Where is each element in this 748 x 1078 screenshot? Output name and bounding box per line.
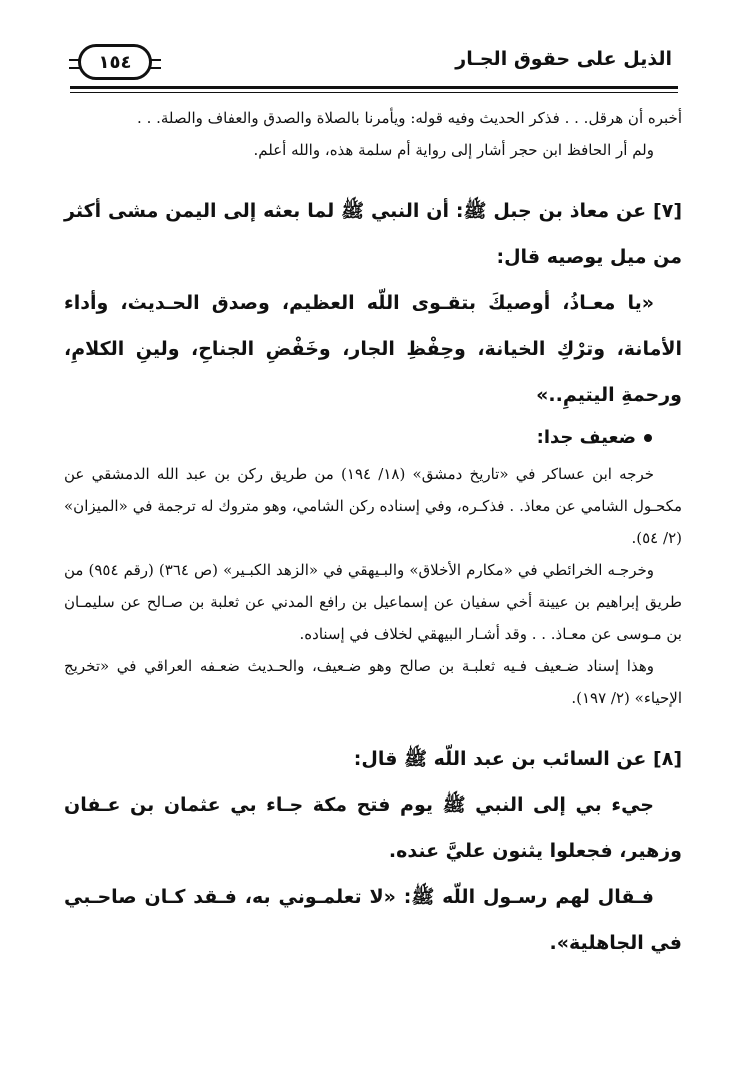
takhrij-paragraph-3: وهذا إسناد ضـعيف فـيه ثعلبـة بن صالح وهو ضـعيف، والحـديث ضعـفه العراقي في «تخريج الإحياء» (٢/ ١٩٧). bbox=[64, 657, 682, 707]
takhrij-paragraph-1: خرجه ابن عساكر في «تاريخ دمشق» (١٨/ ١٩٤) من طريق ركن بن عبد الله الدمشقي عن مكحـول الشامي عن معاذ. . فذكـره، وفي إسناده ركن الشامي، وهو متروك له ترجمة في «الميزان» (٢/ ٥٤). bbox=[64, 465, 682, 547]
author-note: ولم أر الحافظ ابن حجر أشار إلى رواية أم سلمة هذه، والله أعلم. bbox=[253, 141, 654, 159]
page-content bbox=[64, 102, 682, 966]
spacer bbox=[64, 714, 682, 736]
takhrij-paragraph-2: وخرجـه الخرائطي في «مكارم الأخلاق» والبـيهقي في «الزهد الكبـير» (ص ٣٦٤) (رقم ٩٥٤) من طريق إبراهيم بن عيينة أخي سفيان عن إسماعيل بن رافع المدني عن ثعلبة بن صـالح عن سليمـان بن مـوسى عن معـاذ. . . وقد أشـار البيهقي لخلاف في إسناده. bbox=[64, 561, 682, 643]
hadith-7-text: «يا معـاذُ، أوصيكَ بتقـوى اللّه العظيم، وصدق الحـديث، وأداء الأمانة، وترْكِ الخيانة، وحِفْظِ الجار، وخَفْضِ الجناحِ، ولينِ الكلامِ، ورحمةِ اليتيمِ..» bbox=[64, 292, 682, 406]
continued-paragraph: أخبره أن هرقل. . . فذكر الحديث وفيه قوله: ويأمرنا بالصلاة والصدق والعفاف والصلة. . . bbox=[137, 109, 682, 127]
bullet-icon bbox=[644, 434, 652, 442]
page-number: ١٥٤ bbox=[98, 51, 132, 73]
hadith-8-line-1: جيء بي إلى النبي ﷺ يوم فتح مكة جـاء بي عثمان بن عـفان وزهير، فجعلوا يثنون عليَّ عنده. bbox=[64, 794, 682, 862]
grade-label: ضعيف جدا: bbox=[536, 427, 636, 448]
running-title: الذيل على حقوق الجـار bbox=[455, 48, 672, 70]
page-number-badge bbox=[78, 44, 152, 80]
spacer bbox=[64, 166, 682, 188]
page-header bbox=[70, 40, 678, 92]
header-rule bbox=[70, 86, 678, 89]
header-rule-thin bbox=[70, 92, 678, 93]
hadith-8-heading: [٨] عن السائب بن عبد اللّه ﷺ قال: bbox=[353, 748, 682, 770]
hadith-7-heading: [٧] عن معاذ بن جبل ﷺ: أن النبي ﷺ لما بعثه إلى اليمن مشى أكثر من ميل يوصيه قال: bbox=[64, 200, 682, 268]
hadith-8-line-2: فـقال لهم رسـول اللّه ﷺ: «لا تعلمـوني به، فـقد كـان صاحـبي في الجاهلية». bbox=[64, 886, 682, 954]
hadith-7-grade bbox=[64, 418, 682, 458]
